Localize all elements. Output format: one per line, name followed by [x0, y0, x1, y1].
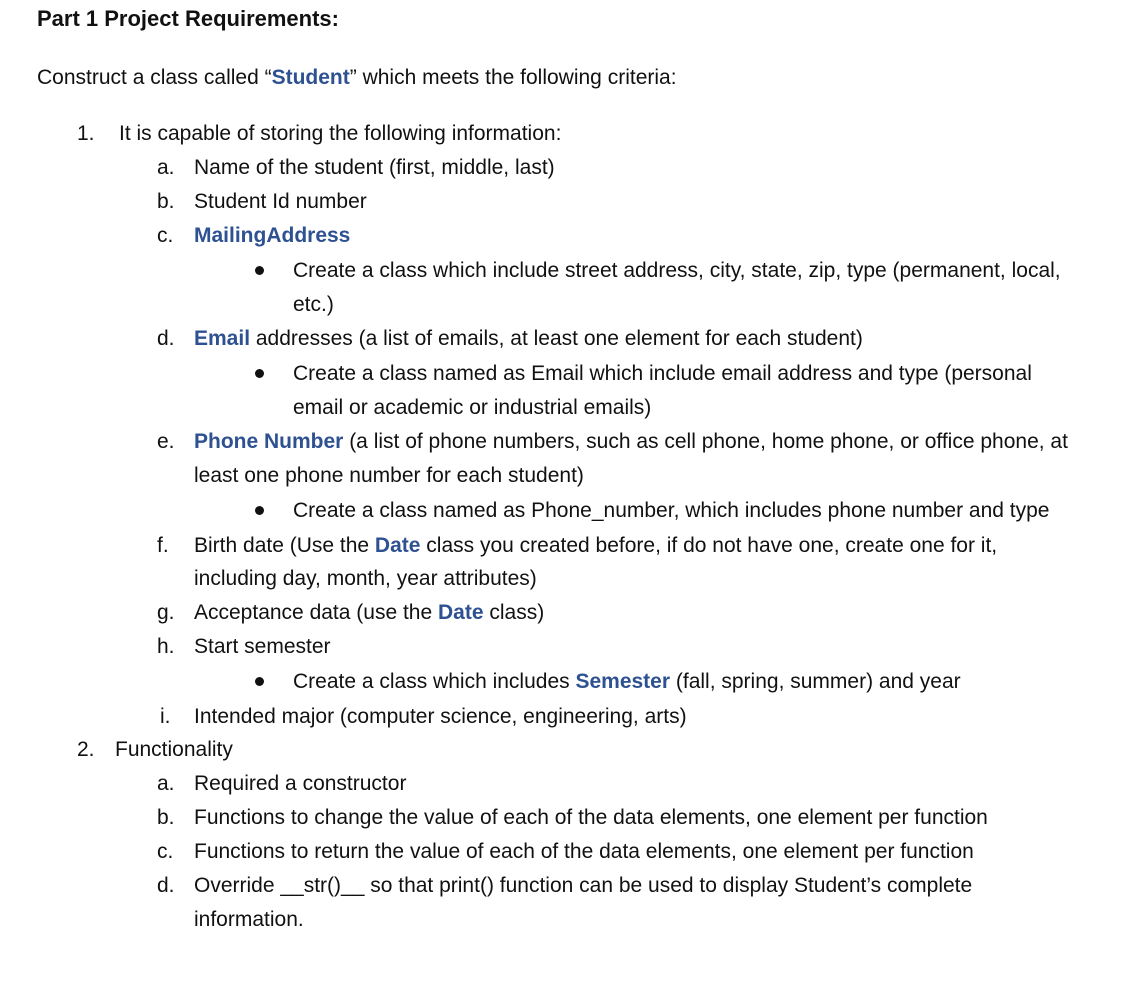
item-1i-marker: i.: [160, 705, 171, 728]
item-1h-bullet-highlight: Semester: [575, 670, 671, 693]
item-1d-bullet-line-1: Create a class named as Email which include email address and type (personal: [293, 362, 1032, 385]
item-1g-highlight: Date: [438, 601, 484, 624]
item-1g-pre: Acceptance data (use the: [194, 601, 438, 624]
item-1i-text: Intended major (computer science, engineering, arts): [194, 705, 687, 728]
item-1e-line-2: least one phone number for each student): [194, 464, 584, 487]
item-1g-marker: g.: [157, 601, 175, 624]
item-1f-pre: Birth date (Use the: [194, 534, 375, 557]
bullet-1h: [255, 677, 264, 686]
item-2d-line-1: Override __str()__ so that print() function can be used to display Student’s complete: [194, 874, 973, 897]
intro-class-name: Student: [271, 66, 350, 89]
intro-text-after: ” which meets the following criteria:: [349, 66, 677, 89]
item-1f-marker: f.: [157, 534, 169, 557]
item-1c-marker: c.: [157, 224, 174, 247]
item-2a-marker: a.: [157, 772, 175, 795]
item-1d-highlight: Email: [194, 327, 251, 350]
item-1e-marker: e.: [157, 430, 175, 453]
item-1e-line-1: [194, 429, 1068, 455]
item-1c-bullet-line-1: Create a class which include street address, city, state, zip, type (permanent, local,: [293, 259, 1061, 282]
item-1a-marker: a.: [157, 156, 175, 179]
bullet-1e: [255, 506, 264, 515]
item-1e-highlight: Phone Number: [194, 430, 344, 453]
item-1b-text: Student Id number: [194, 190, 367, 213]
page-heading: Part 1 Project Requirements:: [37, 6, 339, 31]
item-1f-line-1: [194, 533, 997, 559]
section-1-number: 1.: [77, 122, 95, 145]
item-1h-bullet-post: (fall, spring, summer) and year: [670, 670, 961, 693]
section-2-number: 2.: [77, 738, 95, 761]
item-1f-highlight: Date: [374, 534, 421, 557]
item-1d-bullet-line-2: email or academic or industrial emails): [293, 396, 652, 419]
bullet-1c: [255, 266, 264, 275]
intro-paragraph: [37, 66, 677, 90]
item-2b-text: Functions to change the value of each of the data elements, one element per function: [194, 806, 988, 829]
item-1a-text: Name of the student (first, middle, last): [194, 156, 555, 179]
bullet-1d: [255, 369, 264, 378]
item-1e-text: (a list of phone numbers, such as cell phone, home phone, or office phone, at: [343, 430, 1068, 453]
intro-text-before: Construct a class called “: [37, 66, 272, 89]
item-2c-text: Functions to return the value of each of the data elements, one element per function: [194, 840, 974, 863]
item-2b-marker: b.: [157, 806, 175, 829]
item-1h-bullet-pre: Create a class which includes: [293, 670, 576, 693]
item-1h-text: Start semester: [194, 635, 331, 658]
item-1b-marker: b.: [157, 190, 175, 213]
item-1f-text: class you created before, if do not have one, create one for it,: [420, 534, 998, 557]
item-2c-marker: c.: [157, 840, 174, 863]
item-1c-bullet-line-2: etc.): [293, 293, 334, 316]
item-1c-highlight: MailingAddress: [194, 224, 351, 247]
item-1d-marker: d.: [157, 327, 175, 350]
item-2d-line-2: information.: [194, 908, 304, 931]
item-1d-text: addresses (a list of emails, at least one element for each student): [250, 327, 863, 350]
item-2a-text: Required a constructor: [194, 772, 407, 795]
item-1d-line: [194, 326, 863, 352]
item-1e-bullet-line-1: Create a class named as Phone_number, which includes phone number and type: [293, 499, 1050, 522]
section-1-title: It is capable of storing the following information:: [119, 122, 562, 145]
item-1f-line-2: including day, month, year attributes): [194, 567, 537, 590]
item-2d-marker: d.: [157, 874, 175, 897]
section-2-title: Functionality: [115, 738, 233, 761]
item-1g-text: class): [483, 601, 545, 624]
item-1h-marker: h.: [157, 635, 175, 658]
item-1h-bullet-line: [293, 669, 961, 695]
item-1g-line: [194, 600, 544, 626]
